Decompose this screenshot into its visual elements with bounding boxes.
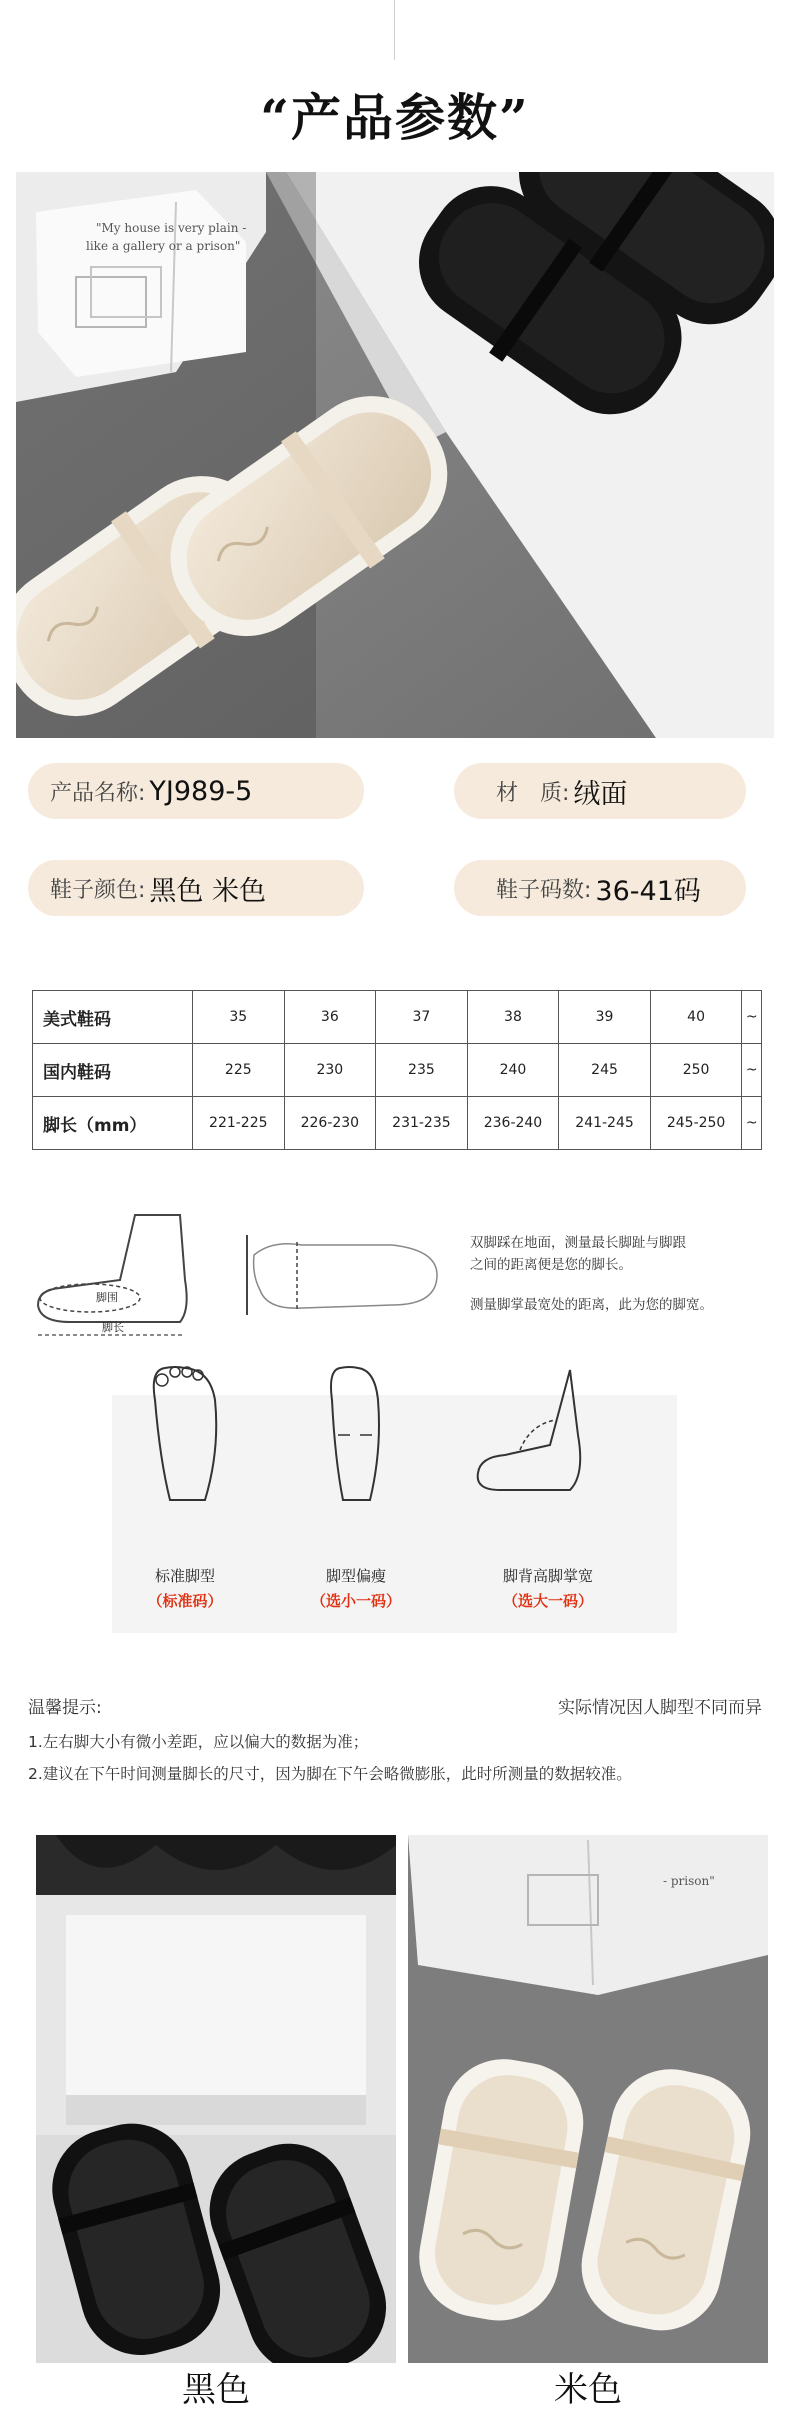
foot-top-illustration xyxy=(242,1230,442,1320)
table-cell: 250 xyxy=(650,1044,742,1097)
foot-side-illustration xyxy=(30,1210,210,1340)
foot-type-label-slim: 脚型偏瘦 xyxy=(325,1567,386,1585)
table-cell: 235 xyxy=(376,1044,468,1097)
table-cell: 37 xyxy=(376,991,468,1044)
spec-color-key: 鞋子颜色: xyxy=(50,877,146,903)
row-label: 脚长（mm） xyxy=(33,1097,193,1150)
tips-note: 实际情况因人脚型不同而异 xyxy=(558,1698,762,1718)
table-cell: 39 xyxy=(559,991,651,1044)
spec-color-value: 黑色 米色 xyxy=(149,875,267,907)
table-cell: 225 xyxy=(193,1044,285,1097)
table-cell: 221-225 xyxy=(193,1097,285,1150)
foot-type-advice-slim: （选小一码） xyxy=(310,1592,401,1610)
spec-product-name xyxy=(28,763,364,819)
foot-type-label-standard: 标准脚型 xyxy=(154,1567,215,1585)
foot-type-advice-wide: （选大一码） xyxy=(502,1592,593,1610)
table-row xyxy=(33,1097,762,1150)
black-color-caption: 黑色 xyxy=(182,2370,250,2410)
gallery-book-text: - prison" xyxy=(663,1874,715,1888)
tips-title: 温馨提示: xyxy=(28,1698,102,1718)
book-text-2: like a gallery or a prison" xyxy=(86,239,241,253)
tip-line-1: 1.左右脚大小有微小差距，应以偏大的数据为准； xyxy=(28,1733,369,1751)
beige-shoe-illustration xyxy=(408,1835,768,2363)
table-cell: 240 xyxy=(467,1044,559,1097)
spec-material-value: 绒面 xyxy=(573,778,628,810)
table-cell: 36 xyxy=(284,991,376,1044)
standard-foot-icon xyxy=(140,1360,230,1510)
spec-size-key: 鞋子码数: xyxy=(496,877,592,903)
table-cell: 226-230 xyxy=(284,1097,376,1150)
hero-product-photo xyxy=(16,172,774,738)
row-label: 国内鞋码 xyxy=(33,1044,193,1097)
guide-text-3: 测量脚掌最宽处的距离，此为您的脚宽。 xyxy=(470,1297,713,1313)
page-title: “产品参数” xyxy=(260,88,530,147)
spec-size-value: 36-41码 xyxy=(595,875,701,907)
table-cell: 236-240 xyxy=(467,1097,559,1150)
length-label: 脚长 xyxy=(102,1321,124,1334)
top-divider xyxy=(394,0,395,60)
size-chart-table xyxy=(32,990,762,1150)
table-cell: 241-245 xyxy=(559,1097,651,1150)
table-cell: ~ xyxy=(742,1097,762,1150)
row-label: 美式鞋码 xyxy=(33,991,193,1044)
table-cell: 40 xyxy=(650,991,742,1044)
wide-foot-icon xyxy=(470,1365,630,1505)
book-text-1: "My house is very plain - xyxy=(96,221,247,235)
tip-line-2: 2.建议在下午时间测量脚长的尺寸，因为脚在下午会略微膨胀，此时所测量的数据较准。 xyxy=(28,1765,632,1783)
table-cell: 230 xyxy=(284,1044,376,1097)
foot-type-advice-standard: （标准码） xyxy=(147,1592,223,1610)
guide-text-2: 之间的距离便是您的脚长。 xyxy=(470,1257,632,1273)
table-row xyxy=(33,991,762,1044)
table-cell: ~ xyxy=(742,1044,762,1097)
hero-illustration xyxy=(16,172,774,738)
foot-type-label-wide: 脚背高脚掌宽 xyxy=(502,1567,593,1585)
black-shoe-photo xyxy=(36,1835,396,2363)
guide-text-1: 双脚踩在地面，测量最长脚趾与脚跟 xyxy=(470,1235,686,1251)
beige-shoe-photo xyxy=(408,1835,768,2363)
spec-color xyxy=(28,860,364,916)
spec-name-key: 产品名称: xyxy=(50,780,146,806)
slim-foot-icon xyxy=(310,1360,400,1510)
table-cell: 38 xyxy=(467,991,559,1044)
black-shoe-illustration xyxy=(36,1835,396,2363)
table-row xyxy=(33,1044,762,1097)
spec-material-key: 材 质: xyxy=(496,780,570,806)
spec-name-value: YJ989-5 xyxy=(149,775,253,807)
table-cell: 245 xyxy=(559,1044,651,1097)
table-cell: 231-235 xyxy=(376,1097,468,1150)
instep-label: 脚围 xyxy=(96,1291,118,1304)
table-cell: 245-250 xyxy=(650,1097,742,1150)
table-cell: ~ xyxy=(742,991,762,1044)
spec-material xyxy=(454,763,746,819)
table-cell: 35 xyxy=(193,991,285,1044)
spec-size xyxy=(454,860,746,916)
beige-color-caption: 米色 xyxy=(554,2370,622,2410)
